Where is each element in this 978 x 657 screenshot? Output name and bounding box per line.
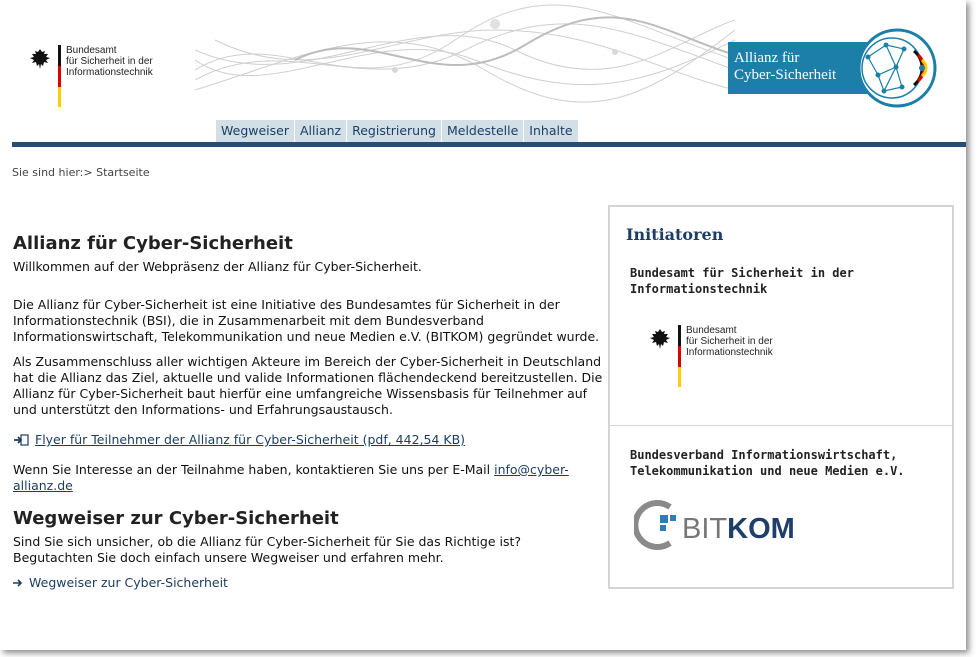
bsi-logo-small[interactable] — [648, 325, 808, 389]
flyer-download-link[interactable] — [13, 432, 603, 448]
welcome-text: Willkommen auf der Webpräsenz der Allianz für Cyber-Sicherheit. — [13, 259, 422, 274]
section-title-wegweiser: Wegweiser zur Cyber-Sicherheit — [13, 508, 339, 529]
allianz-logo-text: Allianz für Cyber-Sicherheit — [728, 42, 868, 94]
arrow-right-icon — [13, 578, 23, 588]
wegweiser-link-text[interactable]: Wegweiser zur Cyber-Sicherheit — [29, 575, 228, 590]
nav-item-inhalte[interactable]: Inhalte — [524, 120, 578, 142]
mission-paragraph: Als Zusammenschluss aller wichtigen Akteure im Bereich der Cyber-Sicherheit in Deutschland hat die Allianz das Ziel, aktuelle und valide Informationen flächendeckend bereitzustellen. Die Allianz für Cyber-Sicherheit baut hierfür eine umfangreiche Wissensbasis für Teilnehmer auf und unterstützt den Informations- und Erfahrungsaustausch. — [13, 354, 603, 417]
nav-item-meldestelle[interactable]: Meldestelle — [442, 120, 524, 142]
main-navigation — [216, 120, 579, 142]
federal-eagle-icon — [28, 47, 52, 71]
german-flag-stripe — [678, 325, 681, 387]
nav-item-wegweiser[interactable]: Wegweiser — [216, 120, 295, 142]
sidebar-divider — [610, 425, 952, 426]
site-header — [0, 0, 966, 146]
bsi-logo[interactable] — [28, 45, 178, 115]
breadcrumb: Sie sind hier:> Startseite — [12, 166, 150, 179]
contact-paragraph — [13, 462, 603, 494]
bsi-logo-small-text: Bundesamt für Sicherheit in der Informationstechnik — [686, 325, 773, 358]
federal-eagle-icon — [648, 327, 672, 351]
bitkom-mark-icon — [634, 499, 680, 551]
initiators-box — [608, 205, 954, 589]
sidebar-title: Initiatoren — [626, 225, 724, 244]
decorative-waves — [195, 0, 735, 120]
nav-divider-bar — [12, 142, 966, 147]
nav-item-registrierung[interactable]: Registrierung — [347, 120, 442, 142]
bitkom-logo-text: BITKOM — [682, 513, 795, 545]
bitkom-logo[interactable] — [634, 499, 804, 554]
network-globe-icon — [856, 27, 938, 109]
contact-email-link[interactable]: info@cyber-allianz.de — [13, 462, 569, 493]
org-bsi-name: Bundesamt für Sicherheit in der Informationstechnik — [630, 266, 854, 296]
german-flag-stripe — [58, 45, 61, 107]
contact-text: Wenn Sie Interesse an der Teilnahme haben, kontaktieren Sie uns per E-Mail — [13, 462, 495, 477]
flyer-link-text[interactable]: Flyer für Teilnehmer der Allianz für Cyber-Sicherheit (pdf, 442,54 KB) — [35, 432, 466, 447]
allianz-logo[interactable] — [728, 27, 940, 107]
wegweiser-text: Sind Sie sich unsicher, ob die Allianz für Cyber-Sicherheit für Sie das Richtige ist? Begutachten Sie doch einfach unsere Wegweiser und erfahren mehr. — [13, 534, 522, 565]
bsi-logo-text: Bundesamt für Sicherheit in der Informationstechnik — [66, 45, 153, 78]
download-icon — [13, 434, 29, 446]
nav-item-allianz[interactable]: Allianz — [295, 120, 347, 142]
org-bitkom-name: Bundesverband Informationswirtschaft, Telekommunikation und neue Medien e.V. — [630, 448, 905, 478]
main-content — [13, 233, 603, 591]
intro-paragraph: Die Allianz für Cyber-Sicherheit ist eine Initiative des Bundesamtes für Sicherheit in der Informationstechnik (BSI), die in Zusammenarbeit mit dem Bundesverband Informationswirtschaft, Telekommunikation und neue Medien e.V. (BITKOM) gegründet wurde. — [13, 297, 600, 344]
wegweiser-link[interactable] — [13, 575, 603, 591]
page-title: Allianz für Cyber-Sicherheit — [13, 233, 293, 254]
